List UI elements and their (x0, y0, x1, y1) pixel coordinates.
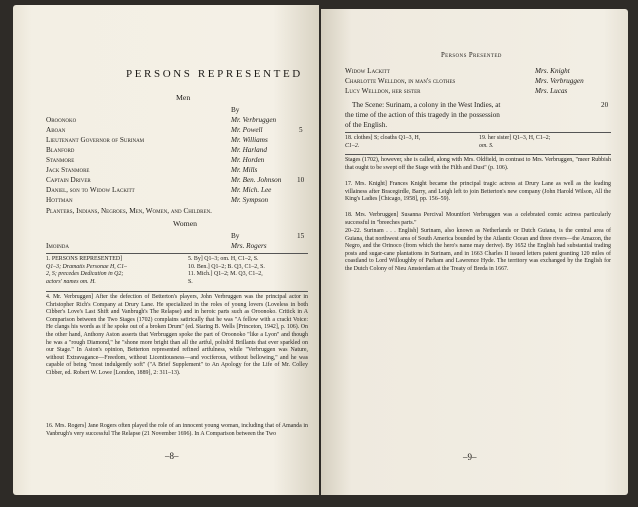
line-number: 20 (601, 101, 609, 109)
footnote: 20–22. Surinam . . . English] Surinam, also known as Netherlands or Dutch Guiana, is the central area of Guiana, that northwest area of South America bounded by the Atlantic Ocean and three rivers—the Amazon, the Negro, and the Orinoco (from which the hero's name may derive). By 1652 the English had substantial trading posts and sugar-cane plantations in Surinam, and in 1663 Charles II issued letters patent granting 120 miles of coastland to Lord Willoughby of Parham and Lawrence Hyde. The territory was exchanged by the English for the Dutch Colony of Nieu Amsterdam at the Treaty of Breda in 1667. (345, 228, 611, 272)
planters-line: Planters, Indians, Negroes, Men, Women, and Children. (46, 207, 212, 215)
variant-line: 1. PERSONS REPRESENTED] (46, 256, 123, 262)
cast-actor: Mr. Verbruggen (231, 116, 277, 124)
by-label: By (231, 232, 240, 240)
variant-line: 5. By] Q1–3; om. H, C1–2, S. (188, 256, 259, 262)
cast-role: Hottman (46, 196, 73, 204)
women-heading: Women (173, 219, 198, 228)
footnote: 18. Mrs. Verbruggen] Susanna Percival Mountfort Verbruggen was a celebrated comic actress particularly successful in "breeches parts." (345, 212, 611, 226)
footnote: Stages (1702), however, she is called, along with Mrs. Oldfield, in contrast to Mrs. Verbruggen, "meer Rubbish that ought to be swept off the Stage with the Filth and Dust" (p. 106). (345, 157, 611, 171)
variant-line: 10. Ben.] Q1–2; B. Q3, C1–2, S. (188, 263, 265, 270)
cast-actor: Mrs. Verbruggen (535, 77, 584, 85)
footnote: 4. Mr. Verbruggen] After the defection of Betterton's players, John Verbruggen was the principal actor in Christopher Rich's Company at Drury Lane. He specialized in the roles of young lovers (Loveless in both Cibber's Love's Last Shift and Vanbrugh's The Relapse) and in heroic parts such as Oroonoko. Critick in A Comparison between the Two Stages (1702) complains satirically that he was "A fellow with a crackt Voice: He clangs his words as if he spoke out of a broken Drum" (ed. Staring B. Wells [Princeton, 1942], p. 106). On the other hand, Anthony Aston asserts that Verbruggen spoke the part of Oroonoko "like a Lyon" and though he was a "rough Diamond," he "shone more bright than all the artful, polish'd Brillants that ever sparkled on our Stage." In Aston's opinion, Betterton represented refined artfulness, while "Verbruggen was Nature, without Extravagance—Freedom, without Licentiousness—and vociferous, without bellowing," and he was capable of being "most indulgently soft" ("A Brief Supplement" to An Apology for the Life of Mr. Colley Cibber, ed. Robert W. Lowe [London, 1889], 2: 311–13). (46, 294, 308, 376)
by-label: By (231, 106, 240, 114)
cast-actor: Mrs. Lucas (535, 87, 568, 95)
footnote: 17. Mrs. Knight] Frances Knight became the principal tragic actress at Drury Lane as well as the leading villainess after Bracegirdle, Barry, and Leigh left to join Betterton's new company (John Harold Wilson, All the King's Ladies [Chicago, 1958], pp. 156–59). (345, 181, 611, 203)
cast-actor: Mr. Sympson (231, 196, 269, 204)
variant-line: 11. Mich.] Q1–2; M. Q3, C1–2, (188, 271, 263, 278)
cast-actor: Mrs. Rogers (231, 242, 267, 250)
textual-variants-left (46, 256, 127, 286)
cast-role: Oroonoko (46, 116, 77, 124)
variant-line: om. S. (479, 142, 494, 149)
divider (345, 154, 611, 155)
cast-role: Daniel, son to Widow Lackitt (46, 186, 135, 194)
running-head: Persons Presented (441, 52, 502, 59)
page-number: –9– (463, 452, 477, 462)
variant-line: S. (188, 278, 193, 285)
line-number: 10 (297, 176, 305, 184)
cast-actor: Mr. Mich. Lee (231, 186, 272, 194)
cast-actor: Mr. Horden (231, 156, 265, 164)
line-number: 5 (299, 126, 303, 134)
divider (46, 253, 308, 254)
cast-role: Lieutenant Governor of Surinam (46, 136, 145, 144)
cast-role: Captain Driver (46, 176, 91, 184)
right-page (321, 9, 628, 495)
cast-role: Aboan (46, 126, 66, 134)
scene-text: the time of the action of this tragedy in the possession (345, 111, 500, 119)
textual-variants-right (188, 256, 265, 286)
page-number: –8– (165, 451, 179, 461)
cast-actor: Mr. Mills (231, 166, 258, 174)
cast-role: Stanmore (46, 156, 75, 164)
variant-line: Q1–3; Dramatis Personae H, C1– (46, 263, 127, 270)
variant-line: 19. her sister] Q1–3, H, C1–2; (479, 135, 551, 141)
cast-role: Widow Lackitt (345, 67, 390, 75)
scene-text: The Scene: Surinam, a colony in the West Indies, at (352, 101, 501, 109)
cast-actor: Mr. Powell (231, 126, 263, 134)
variant-line: actors' names om. H. (46, 278, 96, 285)
cast-actor: Mr. Harland (231, 146, 267, 154)
textual-variants-left (345, 135, 420, 150)
divider (46, 291, 308, 292)
line-number: 15 (297, 232, 305, 240)
left-page (13, 5, 319, 495)
textual-variants-right (479, 135, 550, 150)
page-title: PERSONS REPRESENTED (126, 68, 303, 80)
footnote: 16. Mrs. Rogers] Jane Rogers often played the role of an innocent young woman, including that of Amanda in Vanbrugh's very successful The Relapse (21 November 1696). In A Comparison between the Two (46, 423, 308, 437)
variant-line: C1–2. (345, 142, 360, 149)
men-heading: Men (176, 93, 191, 102)
cast-role: Blanford (46, 146, 75, 154)
cast-role: Jack Stanmore (46, 166, 90, 174)
cast-role: Imoinda (46, 242, 69, 250)
divider (345, 132, 611, 133)
cast-actor: Mr. Ben. Johnson (231, 176, 282, 184)
cast-actor: Mrs. Knight (535, 67, 570, 75)
variant-line: 2, S; precedes Dedication in Q2; (46, 271, 124, 278)
variant-line: 18. clothes] S; cloaths Q1–3, H, (345, 135, 421, 141)
cast-role: Charlotte Welldon, in man's clothes (345, 77, 456, 85)
cast-actor: Mr. Williams (231, 136, 268, 144)
cast-role: Lucy Welldon, her sister (345, 87, 421, 95)
scene-text: of the English. (345, 121, 388, 129)
